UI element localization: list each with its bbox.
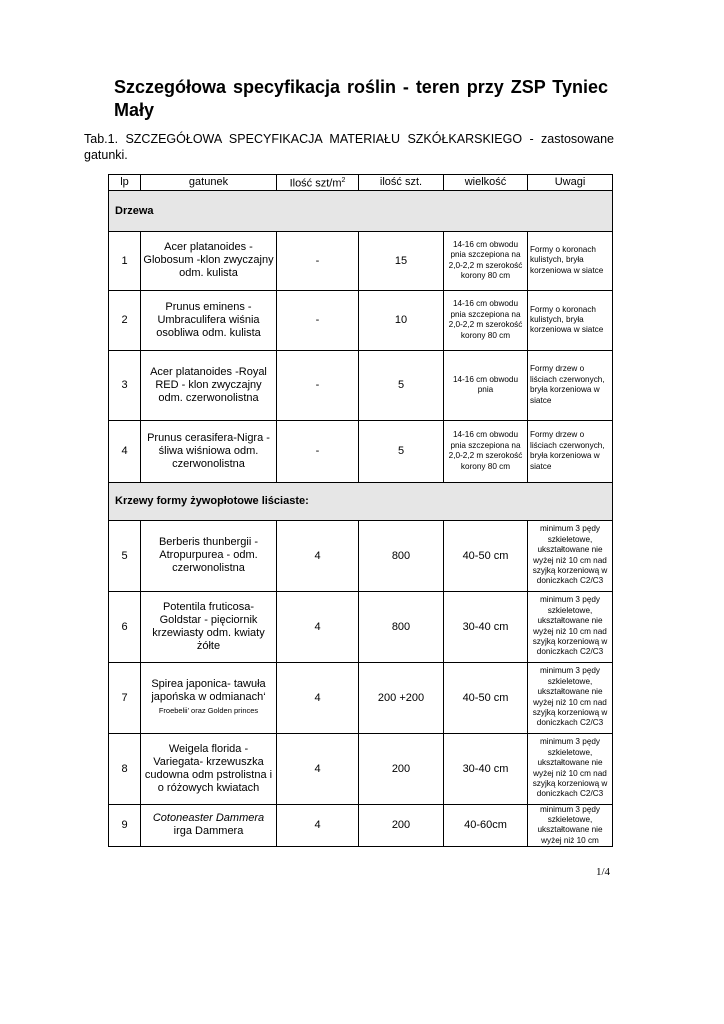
- cell-lp: 5: [109, 520, 141, 591]
- table-row: [109, 733, 613, 804]
- cell-ilosc: 15: [359, 231, 444, 290]
- cell-ilosc-m2: 4: [277, 520, 359, 591]
- cell-ilosc: 800: [359, 520, 444, 591]
- cell-gatunek: Prunus eminens - Umbraculifera wiśnia osobliwa odm. kulista: [141, 290, 277, 350]
- cell-wielkosc: 30-40 cm: [444, 733, 528, 804]
- document-title: Szczegółowa specyfikacja roślin - teren przy ZSP Tyniec Mały: [114, 77, 608, 120]
- table-header-row: [109, 175, 613, 191]
- cell-ilosc: 200: [359, 804, 444, 847]
- cell-ilosc: 5: [359, 350, 444, 420]
- header-gatunek: gatunek: [141, 175, 277, 191]
- cell-uwagi: Formy o koronach kulistych, bryła korzeniowa w siatce: [528, 290, 613, 350]
- header-uwagi: Uwagi: [528, 175, 613, 191]
- cell-lp: 6: [109, 591, 141, 662]
- cell-lp: 8: [109, 733, 141, 804]
- cell-ilosc: 800: [359, 591, 444, 662]
- cell-ilosc: 10: [359, 290, 444, 350]
- cell-lp: 1: [109, 231, 141, 290]
- header-ilosc: ilość szt.: [359, 175, 444, 191]
- cell-wielkosc: 40-60cm: [444, 804, 528, 847]
- page-number: 1/4: [596, 866, 611, 878]
- cell-ilosc-m2: -: [277, 420, 359, 482]
- cell-uwagi: minimum 3 pędy szkieletowe, ukształtowane nie wyżej niż 10 cm: [528, 804, 613, 847]
- cell-lp: 9: [109, 804, 141, 847]
- cell-wielkosc: 14-16 cm obwodu pnia: [444, 350, 528, 420]
- cell-wielkosc: 40-50 cm: [444, 520, 528, 591]
- section-title: Drzewa: [109, 190, 613, 231]
- cell-gatunek: Cotoneaster Dammera irga Dammera: [141, 804, 277, 847]
- cell-uwagi: minimum 3 pędy szkieletowe, ukształtowane nie wyżej niż 10 cm nad szyjką korzeniową w doniczkach C2/C3: [528, 662, 613, 733]
- section-title: Krzewy formy żywopłotowe liściaste:: [109, 482, 613, 520]
- cell-ilosc-m2: 4: [277, 733, 359, 804]
- table-row: [109, 591, 613, 662]
- header-lp: lp: [109, 175, 141, 191]
- section-row-drzewa: [109, 190, 613, 231]
- table-row: [109, 420, 613, 482]
- cell-uwagi: Formy drzew o liściach czerwonych, bryła korzeniowa w siatce: [528, 420, 613, 482]
- cell-uwagi: Formy o koronach kulistych, bryła korzeniowa w siatce: [528, 231, 613, 290]
- table-caption: Tab.1. SZCZEGÓŁOWA SPECYFIKACJA MATERIAŁU SZKÓŁKARSKIEGO - zastosowane gatunki.: [84, 132, 614, 162]
- cell-ilosc-m2: -: [277, 350, 359, 420]
- table-row: [109, 231, 613, 290]
- table-row: [109, 662, 613, 733]
- cell-wielkosc: 14-16 cm obwodu pnia szczepiona na 2,0-2,2 m szerokość korony 80 cm: [444, 231, 528, 290]
- cell-lp: 3: [109, 350, 141, 420]
- cell-gatunek: Weigela florida - Variegata- krzewuszka cudowna odm pstrolistna i o różowych kwiatach: [141, 733, 277, 804]
- cell-wielkosc: 14-16 cm obwodu pnia szczepiona na 2,0-2,2 m szerokość korony 80 cm: [444, 290, 528, 350]
- header-wielkosc: wielkość: [444, 175, 528, 191]
- cell-wielkosc: 14-16 cm obwodu pnia szczepiona na 2,0-2,2 m szerokość korony 80 cm: [444, 420, 528, 482]
- cell-uwagi: minimum 3 pędy szkieletowe, ukształtowane nie wyżej niż 10 cm nad szyjką korzeniową w doniczkach C2/C3: [528, 591, 613, 662]
- cell-lp: 4: [109, 420, 141, 482]
- cell-lp: 2: [109, 290, 141, 350]
- cell-ilosc: 200: [359, 733, 444, 804]
- cell-wielkosc: 30-40 cm: [444, 591, 528, 662]
- cell-gatunek: Spirea japonica- tawuła japońska w odmianach‘ Froebelii’ oraz Golden princes: [141, 662, 277, 733]
- header-ilosc-m2: Ilość szt/$m^2$: [277, 175, 359, 191]
- table-row: [109, 804, 613, 847]
- cell-lp: 7: [109, 662, 141, 733]
- cell-gatunek: Berberis thunbergii - Atropurpurea - odm. czerwonolistna: [141, 520, 277, 591]
- plant-specification-table: [108, 174, 613, 847]
- cell-uwagi: Formy drzew o liściach czerwonych, bryła korzeniowa w siatce: [528, 350, 613, 420]
- cell-ilosc: 5: [359, 420, 444, 482]
- section-row-krzewy: [109, 482, 613, 520]
- table-row: [109, 520, 613, 591]
- cell-gatunek: Acer platanoides -Royal RED - klon zwyczajny odm. czerwonolistna: [141, 350, 277, 420]
- cell-gatunek-latin: Cotoneaster Dammera: [152, 812, 265, 825]
- cell-ilosc-m2: -: [277, 231, 359, 290]
- table-row: [109, 290, 613, 350]
- cell-gatunek: Acer platanoides - Globosum -klon zwyczajny odm. kulista: [141, 231, 277, 290]
- table-row: [109, 350, 613, 420]
- cell-uwagi: minimum 3 pędy szkieletowe, ukształtowane nie wyżej niż 10 cm nad szyjką korzeniową w doniczkach C2/C3: [528, 520, 613, 591]
- cell-uwagi: minimum 3 pędy szkieletowe, ukształtowane nie wyżej niż 10 cm nad szyjką korzeniową w doniczkach C2/C3: [528, 733, 613, 804]
- cell-gatunek: Potentila fruticosa-Goldstar - pięciornik krzewiasty odm. kwiaty żółte: [141, 591, 277, 662]
- cell-wielkosc: 40-50 cm: [444, 662, 528, 733]
- cell-gatunek: Prunus cerasifera-Nigra - śliwa wiśniowa odm. czerwonolistna: [141, 420, 277, 482]
- cell-ilosc: 200 +200: [359, 662, 444, 733]
- cell-ilosc-m2: 4: [277, 662, 359, 733]
- cell-ilosc-m2: 4: [277, 591, 359, 662]
- cell-gatunek-extra: Froebelii’ oraz Golden princes: [158, 706, 259, 716]
- cell-ilosc-m2: -: [277, 290, 359, 350]
- cell-ilosc-m2: 4: [277, 804, 359, 847]
